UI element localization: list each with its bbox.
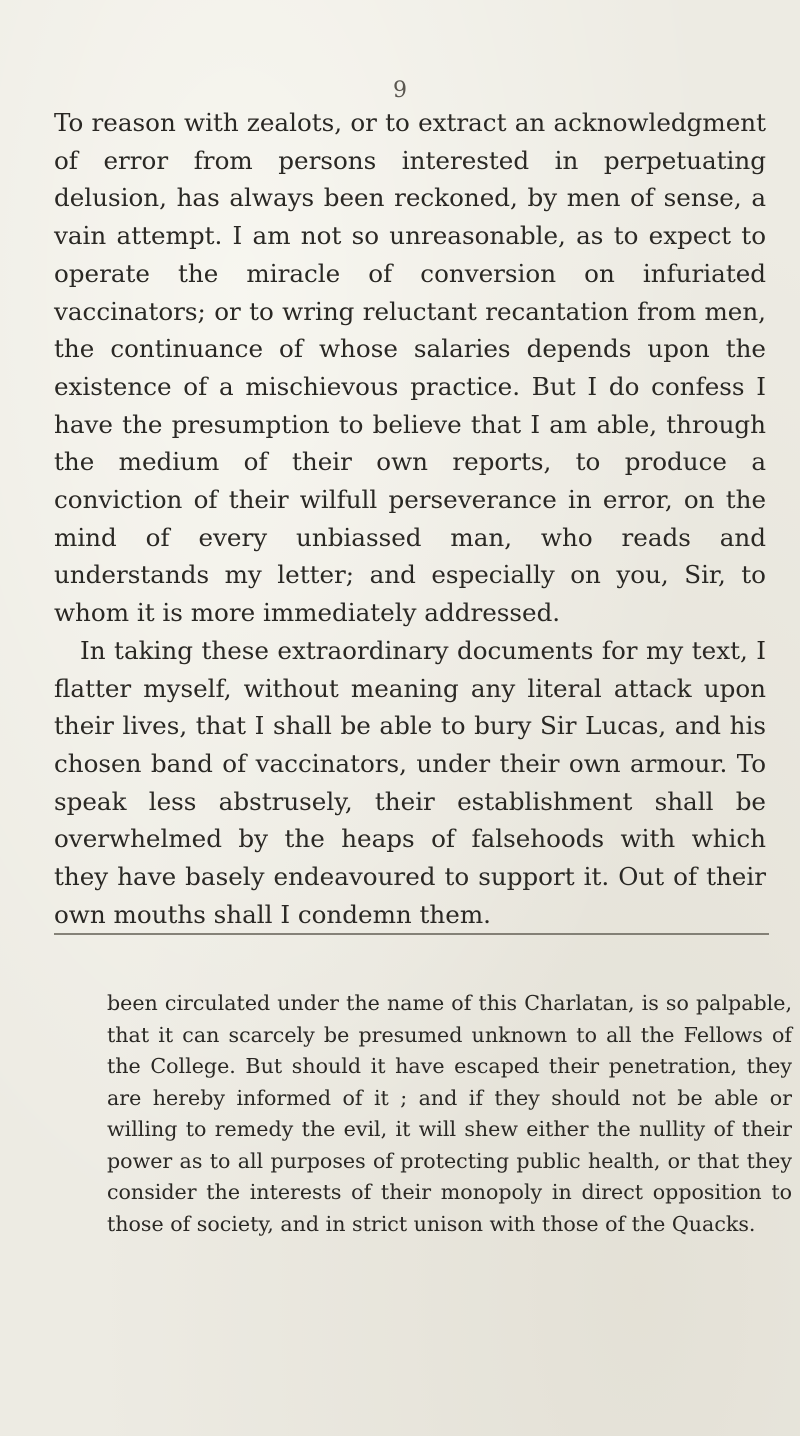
- paragraph-2: In taking these extraordinary documents for my text, I flatter myself, without meaning any literal attack upon their lives, that I shall be able to bury Sir Lucas, and his chosen band of vaccinators, under their own armour. To speak less abstrusely, their establishment shall be overwhelmed by the heaps of falsehoods with which they have basely endeavoured to support it. Out of their own mouths shall I condemn them.: [54, 635, 766, 929]
- footnote-text: been circulated under the name of this Charlatan, is so palpable, that it can scarcely be presumed unknown to all the Fellows of the College. But should it have escaped their penetration, they are hereby informed of it ; and if they should not be able or willing to remedy the evil, it will shew either the nullity of their power as to all purposes of protecting public health, or that they consider the interests of their monopoly in direct opposition to those of society, and in strict unison with those of the Quacks.: [107, 991, 792, 1236]
- footnote: [107, 988, 792, 1240]
- page-number: 9: [393, 78, 407, 103]
- paragraph-1: To reason with zealots, or to extract an acknowledgment of error from persons interested in perpetuating delusion, has always been reckoned, by men of sense, a vain attempt. I am not so unreasonable, as to expect to operate the miracle of conversion on infuriated vaccinators; or to wring reluctant recantation from men, the continuance of whose salaries depends upon the existence of a mischievous practice. But I do confess I have the presumption to believe that I am able, through the medium of their own reports, to produce a conviction of their wilfull perseverance in error, on the mind of every unbiassed man, who reads and understands my letter; and especially on you, Sir, to whom it is more immediately addressed.: [54, 108, 766, 628]
- footnote-divider: [54, 933, 769, 935]
- main-text: [54, 104, 766, 933]
